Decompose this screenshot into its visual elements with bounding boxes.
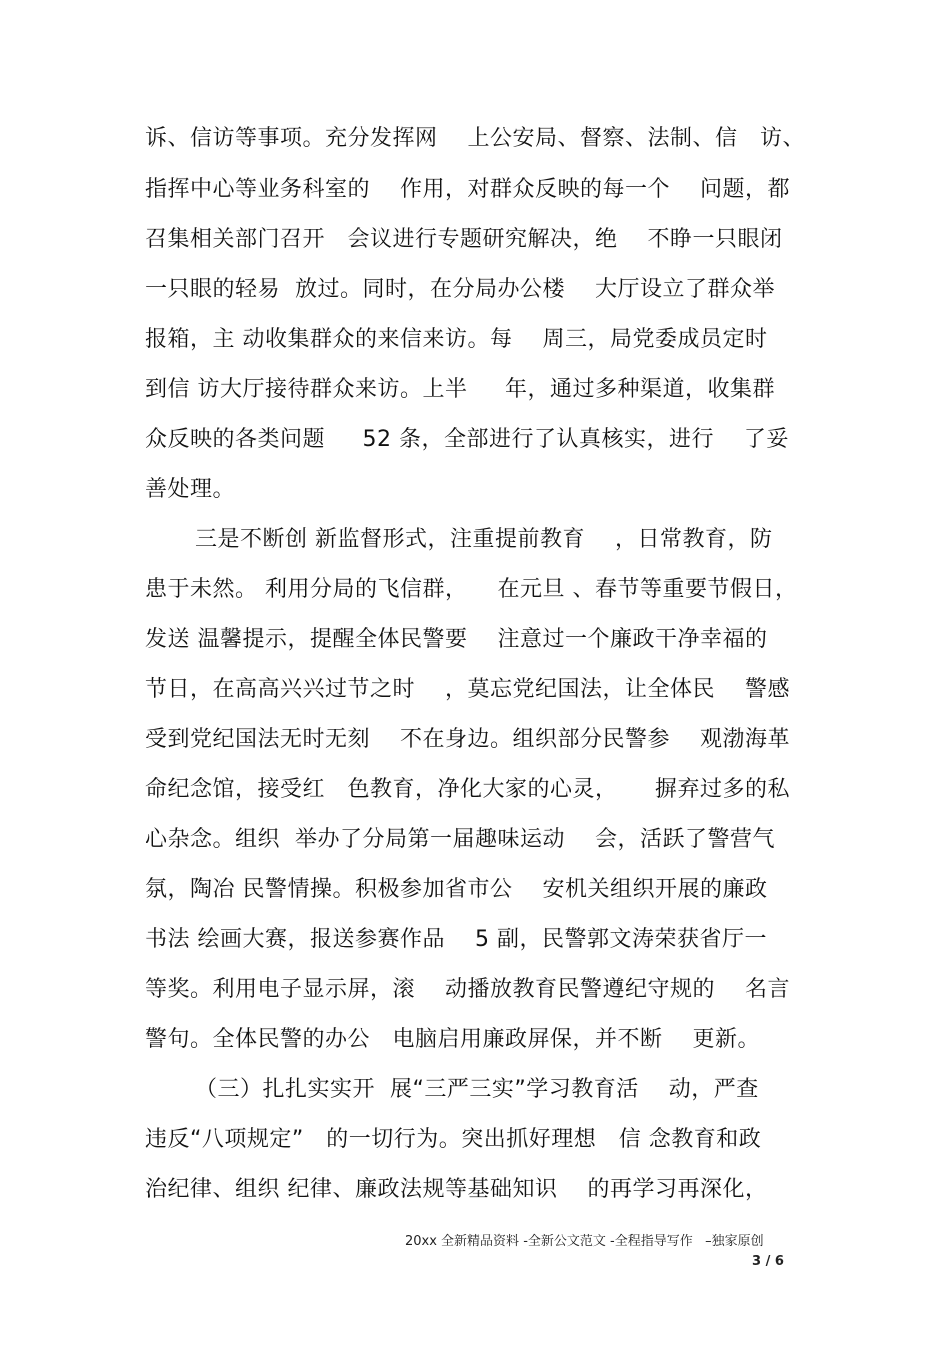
text-line: 善处理。 xyxy=(145,477,236,502)
text-line: 众反映的各类问题 52 条，全部进行了认真核实，进行 了妥 xyxy=(145,427,789,452)
text-line: 治纪律、组织 纪律、廉政法规等基础知识 的再学习再深化， xyxy=(145,1177,768,1202)
text-line: 诉、信访等事项。充分发挥网 上公安局、督察、法制、信 访、 xyxy=(145,126,805,151)
text-line: 心杂念。组织 举办了分局第一届趣味运动 会，活跃了警营气 xyxy=(145,827,775,852)
text-line: 一只眼的轻易 放过。同时，在分局办公楼 大厅设立了群众举 xyxy=(145,277,775,302)
text-line: 三是不断创 新监督形式，注重提前教育 ，日常教育，防 xyxy=(195,527,773,552)
text-line: 发送 温馨提示，提醒全体民警要 注意过一个廉政干净幸福的 xyxy=(145,627,768,652)
text-line: 到信 访大厅接待群众来访。上半 年，通过多种渠道，收集群 xyxy=(145,377,775,402)
text-line: 氛，陶冶 民警情操。积极参加省市公 安机关组织开展的廉政 xyxy=(145,877,768,902)
text-line: 节日，在高高兴兴过节之时 ，莫忘党纪国法，让全体民 警感 xyxy=(145,677,790,702)
text-line: 等奖。利用电子显示屏，滚 动播放教育民警遵纪守规的 名言 xyxy=(145,977,790,1002)
page-number: 3 / 6 xyxy=(752,1254,784,1269)
text-line: 书法 绘画大赛，报送参赛作品 5 副，民警郭文涛荣获省厅一 xyxy=(145,927,767,952)
text-line: 患于未然。 利用分局的飞信群， 在元旦 、春节等重要节假日， xyxy=(145,577,798,602)
page-footer: 20xx 全新精品资料 -全新公文范文 -全程指导写作 –独家原创 xyxy=(405,1234,764,1249)
text-line: 命纪念馆，接受红 色教育，净化大家的心灵， 摒弃过多的私 xyxy=(145,777,790,802)
text-line: 报箱，主 动收集群众的来信来访。每 周三，局党委成员定时 xyxy=(145,327,768,352)
text-line: 召集相关部门召开 会议进行专题研究解决，绝 不睁一只眼闭 xyxy=(145,227,783,252)
text-line: （三）扎扎实实开 展“三严三实”学习教育活 动，严查 xyxy=(195,1077,759,1102)
text-line: 受到党纪国法无时无刻 不在身边。组织部分民警参 观渤海革 xyxy=(145,727,790,752)
text-line: 指挥中心等业务科室的 作用，对群众反映的每一个 问题，都 xyxy=(145,177,790,202)
text-line: 警句。全体民警的办公 电脑启用廉政屏保，并不断 更新。 xyxy=(145,1027,760,1052)
text-line: 违反“八项规定” 的一切行为。突出抓好理想 信 念教育和政 xyxy=(145,1127,762,1152)
